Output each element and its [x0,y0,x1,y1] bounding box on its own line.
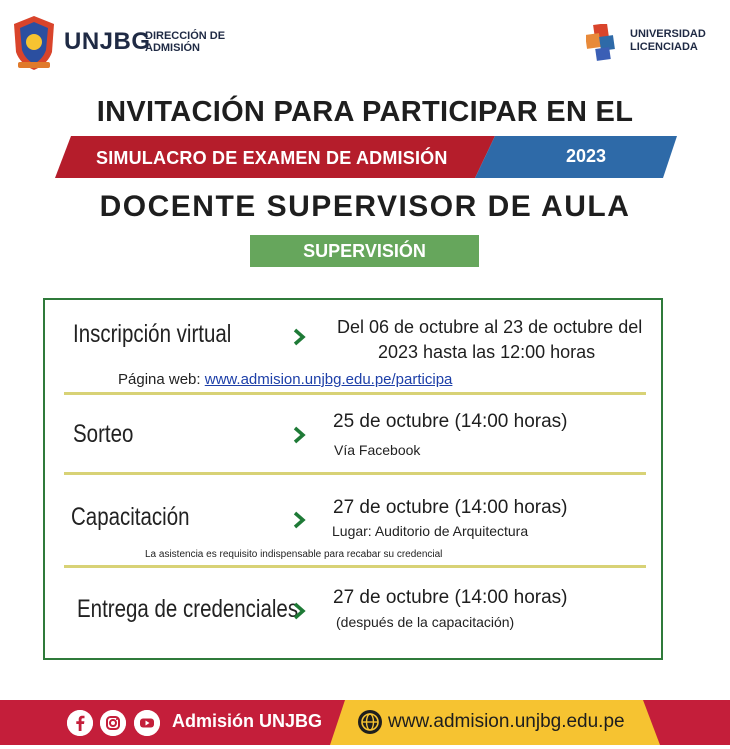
web-label: Página web: [118,371,205,388]
role-title: DOCENTE SUPERVISOR DE AULA [99,190,631,223]
licensed-badge [630,28,706,54]
sunedu-logo [586,24,624,62]
capacitacion-note: La asistencia es requisito indispensable para recabar su credencial [145,549,443,560]
sorteo-label: Sorteo [73,420,134,448]
licensed-line2: LICENCIADA [630,41,698,53]
facebook-icon[interactable] [67,710,93,736]
event-name: SIMULACRO DE EXAMEN DE ADMISIÓN [96,148,448,168]
divider [64,392,646,395]
brand-subtitle-line2: ADMISIÓN [145,42,200,54]
chevron-right-icon [291,328,307,346]
inscripcion-dates-line2: 2023 hasta las 12:00 horas [378,342,596,362]
entrega-note: (después de la capacitación) [336,614,515,630]
chevron-right-icon [291,426,307,444]
youtube-icon[interactable] [134,710,160,736]
sorteo-date: 25 de octubre (14:00 horas) [333,411,568,432]
divider [64,472,646,475]
globe-icon [357,709,383,735]
inscripcion-dates-line1: Del 06 de octubre al 23 de octubre del [337,317,643,337]
brand-name: UNJBG [64,28,151,55]
event-year: 2023 [566,146,607,166]
entrega-date: 27 de octubre (14:00 horas) [333,587,568,608]
inscripcion-label: Inscripción virtual [73,320,232,348]
footer-website-link[interactable]: www.admision.unjbg.edu.pe [388,711,625,732]
entrega-label: Entrega de credenciales [77,595,299,623]
brand-subtitle [145,30,225,54]
instagram-icon[interactable] [100,710,126,736]
sorteo-channel: Vía Facebook [334,442,421,458]
divider [64,565,646,568]
chevron-right-icon [291,602,307,620]
inscripcion-web [118,371,452,388]
chevron-right-icon [291,511,307,529]
invitation-title: INVITACIÓN PARA PARTICIPAR EN EL [96,96,634,128]
capacitacion-date: 27 de octubre (14:00 horas) [333,497,568,518]
footer-brand: Admisión UNJBG [172,711,323,731]
capacitacion-place: Lugar: Auditorio de Arquitectura [332,523,529,539]
university-crest-logo [10,14,58,72]
role-badge: SUPERVISIÓN [250,235,479,267]
licensed-line1: UNIVERSIDAD [630,28,706,40]
participa-link[interactable]: www.admision.unjbg.edu.pe/participa [204,371,453,388]
brand-subtitle-line1: DIRECCIÓN DE [145,30,226,42]
capacitacion-label: Capacitación [71,503,190,531]
